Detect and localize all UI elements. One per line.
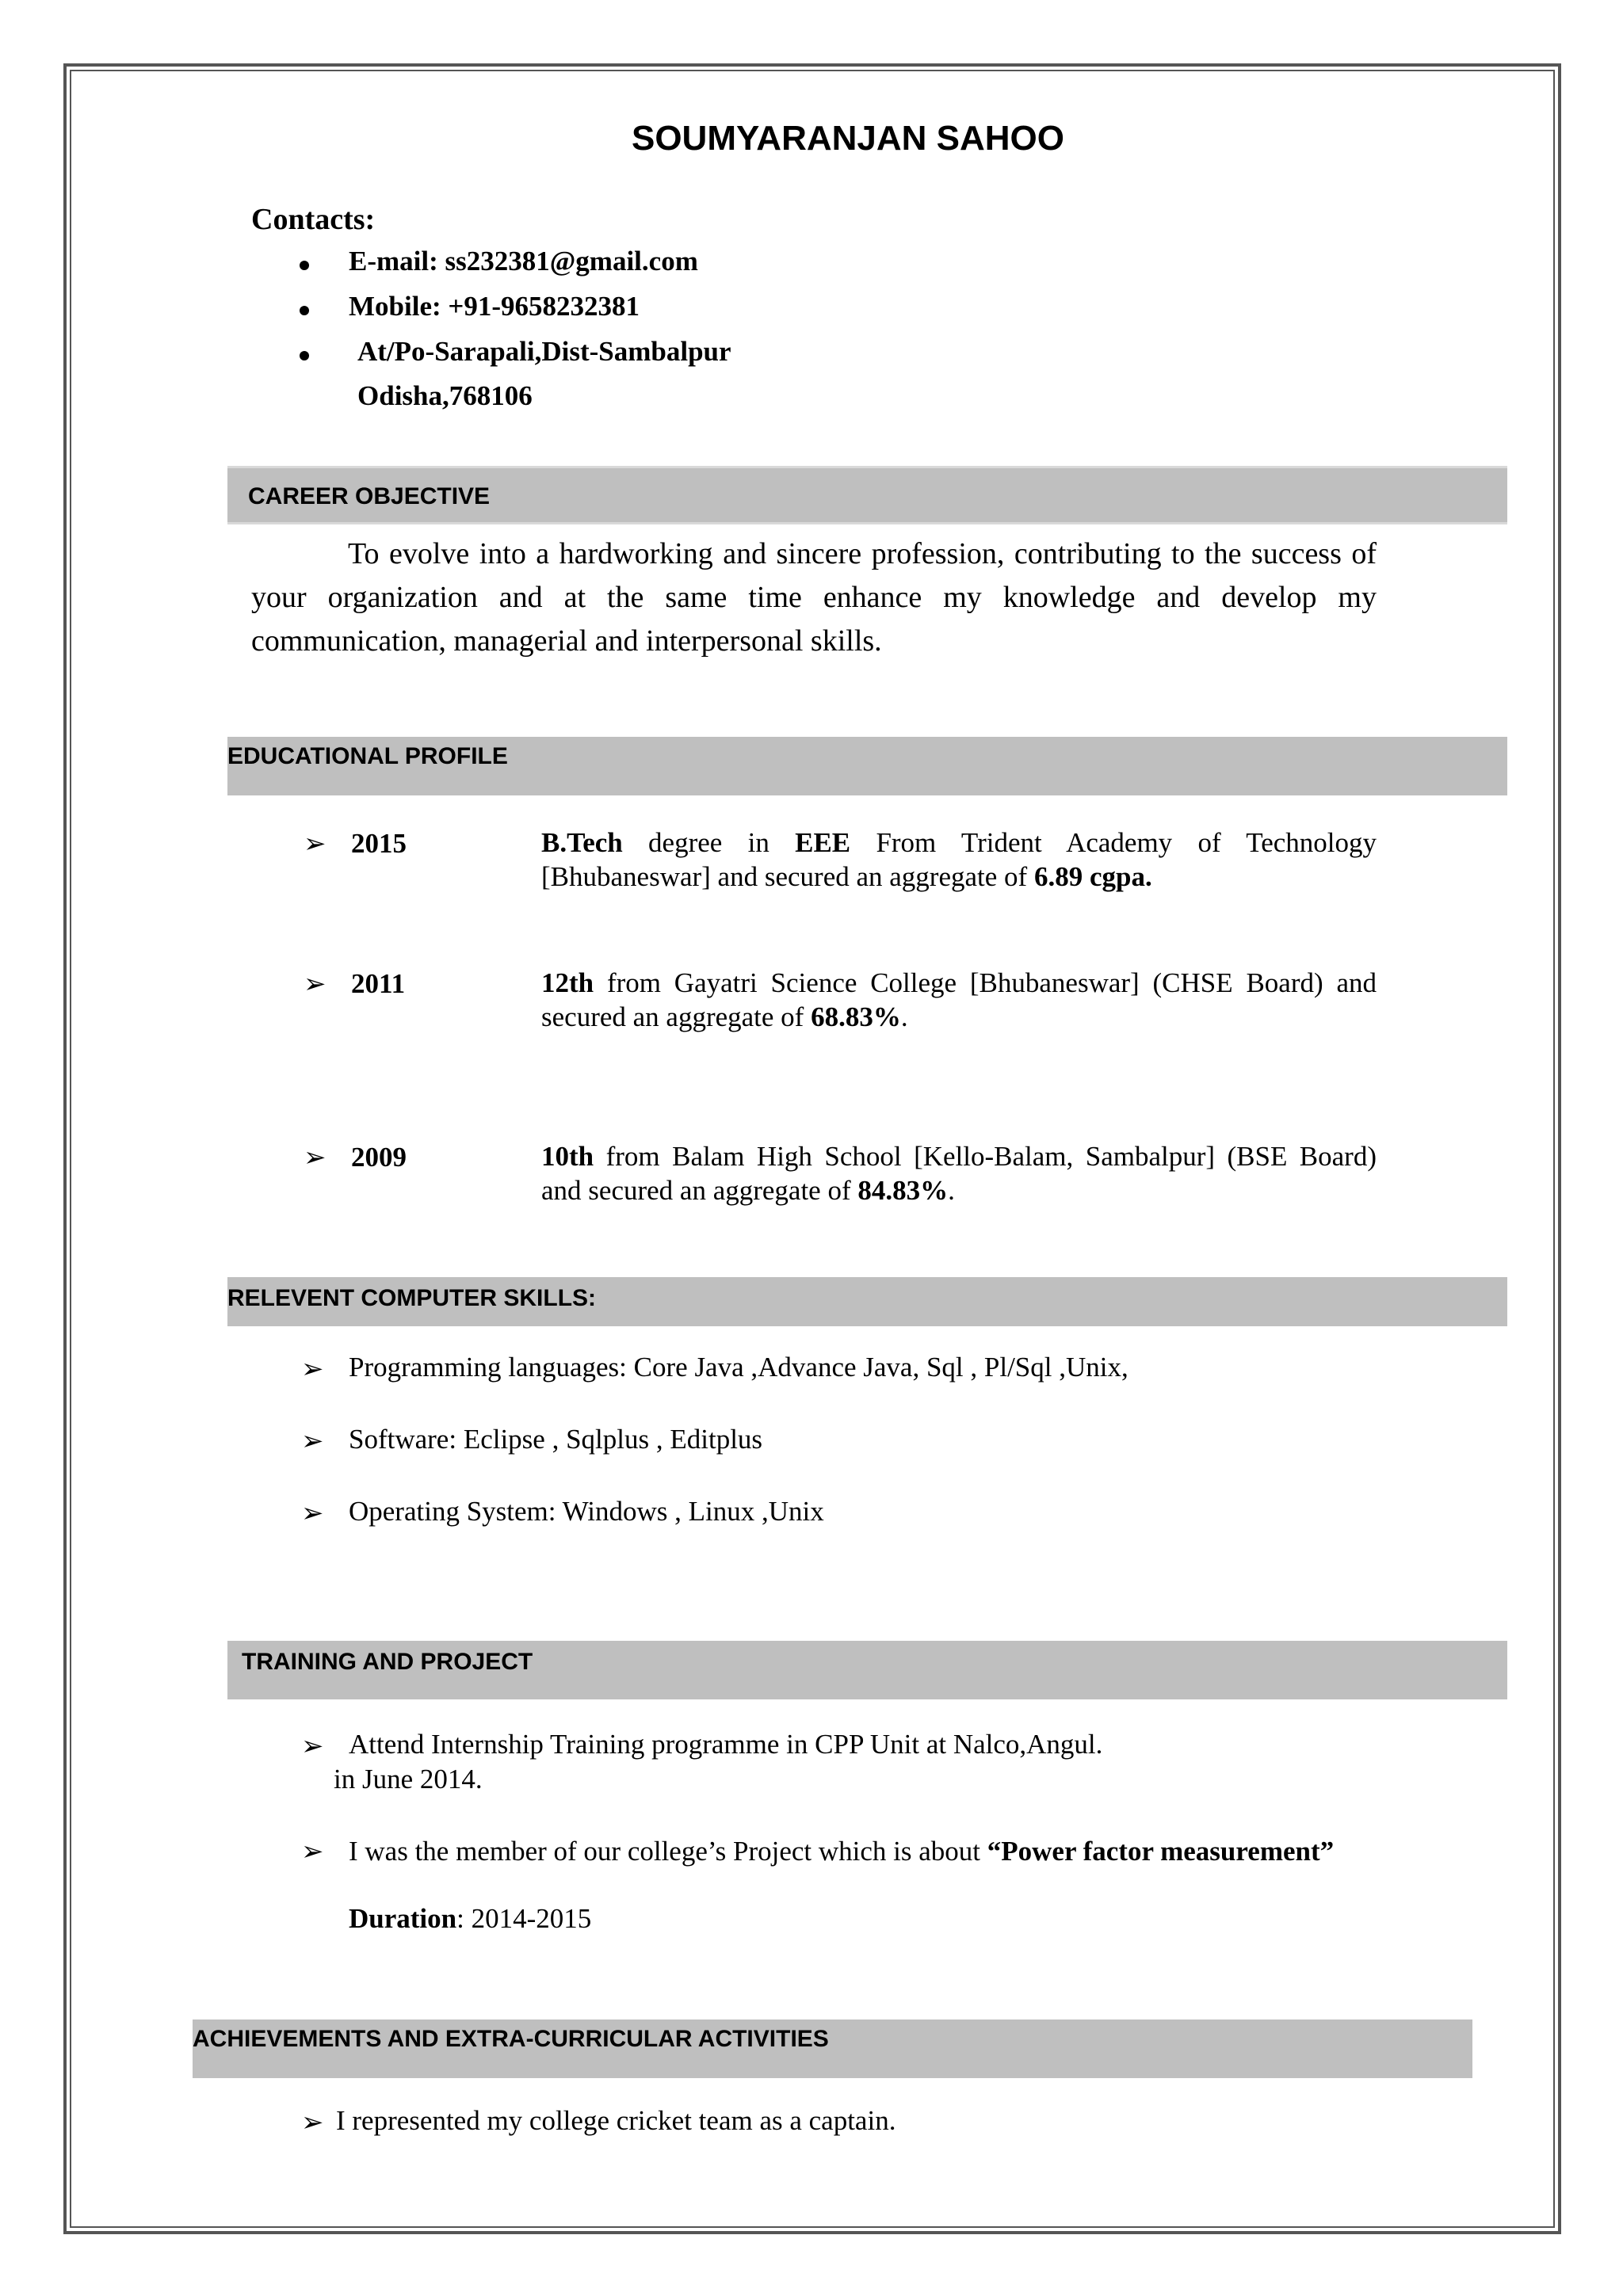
arrow-bullet-icon: ➢ [304, 828, 327, 860]
arrow-bullet-icon: ➢ [301, 1836, 324, 1867]
section-title-training: TRAINING AND PROJECT [242, 1649, 533, 1675]
training-project-text: I was the member of our college’s Project which is about [349, 1836, 987, 1867]
skill-programming-languages: Programming languages: Core Java ,Advance Java, Sql , Pl/Sql ,Unix, [349, 1352, 1128, 1383]
education-year: 2011 [351, 968, 406, 999]
arrow-bullet-icon: ➢ [301, 1425, 324, 1457]
section-bar-computer-skills [227, 1277, 1507, 1326]
education-detail-2: From Trident Academy of Technology [Bhubaneswar] and secured an aggregate of [541, 827, 1377, 892]
education-year: 2009 [351, 1142, 407, 1173]
section-title-educational-profile: EDUCATIONAL PROFILE [227, 743, 508, 769]
skill-operating-system: Operating System: Windows , Linux ,Unix [349, 1496, 824, 1527]
arrow-bullet-icon: ➢ [301, 2107, 324, 2138]
objective-paragraph: To evolve into a hardworking and sincere profession, contributing to the success of your organization and at the same time enhance my knowledge and develop my communication, managerial and interpersonal skills. [251, 537, 1377, 658]
training-project-title: “Power factor measurement” [987, 1836, 1335, 1867]
education-detail: from Balam High School [Kello-Balam, Sambalpur] (BSE Board) and secured an aggregate of [541, 1141, 1377, 1206]
education-degree: 12th [541, 967, 594, 998]
section-bar-educational-profile [227, 737, 1507, 795]
training-duration [349, 1903, 591, 1935]
education-description [541, 966, 1377, 1034]
arrow-bullet-icon: ➢ [301, 1730, 324, 1762]
section-bar-training [227, 1641, 1507, 1699]
section-bar-achievements [193, 2019, 1472, 2078]
bullet-dot-icon [300, 306, 309, 315]
contact-address-line1: At/Po-Sarapali,Dist-Sambalpur [357, 336, 731, 367]
education-score: 68.83% [811, 1001, 901, 1032]
education-tail: . [900, 1001, 908, 1032]
education-detail: degree in [622, 827, 796, 858]
achievement-item: I represented my college cricket team as a captain. [336, 2105, 896, 2136]
training-internship-date: in June 2014. [334, 1764, 483, 1794]
section-bar-career-objective [227, 466, 1507, 524]
education-branch: EEE [795, 827, 851, 858]
section-title-computer-skills: RELEVENT COMPUTER SKILLS: [227, 1285, 597, 1311]
education-tail: . [948, 1175, 955, 1206]
training-project [349, 1834, 1377, 1868]
education-score: 6.89 cgpa. [1033, 861, 1152, 892]
arrow-bullet-icon: ➢ [304, 968, 327, 1000]
section-title-achievements: ACHIEVEMENTS AND EXTRA-CURRICULAR ACTIVITIES [193, 2026, 829, 2052]
resume-name: SOUMYARANJAN SAHOO [631, 119, 1064, 158]
education-detail: from Gayatri Science College [Bhubaneswar] (CHSE Board) and secured an aggregate of [541, 967, 1377, 1032]
contact-email: E-mail: ss232381@gmail.com [349, 246, 698, 277]
bullet-dot-icon [300, 261, 309, 270]
education-year: 2015 [351, 828, 407, 859]
arrow-bullet-icon: ➢ [301, 1353, 324, 1385]
contacts-heading: Contacts: [251, 203, 376, 236]
education-description [541, 826, 1377, 894]
education-degree: 10th [541, 1141, 594, 1172]
education-degree: B.Tech [541, 827, 623, 858]
section-title-career-objective: CAREER OBJECTIVE [248, 483, 491, 509]
contact-mobile: Mobile: +91-9658232381 [349, 291, 640, 322]
bullet-dot-icon [300, 351, 309, 360]
education-score: 84.83% [857, 1175, 949, 1206]
arrow-bullet-icon: ➢ [304, 1142, 327, 1173]
training-internship: Attend Internship Training programme in CPP Unit at Nalco,Angul. [349, 1729, 1103, 1760]
training-duration-label: Duration [349, 1903, 457, 1934]
arrow-bullet-icon: ➢ [301, 1497, 324, 1529]
education-description [541, 1139, 1377, 1207]
skill-software: Software: Eclipse , Sqlplus , Editplus [349, 1424, 763, 1455]
career-objective-text [251, 532, 1377, 663]
contact-address-line2: Odisha,768106 [357, 380, 533, 411]
training-duration-value: : 2014-2015 [456, 1903, 592, 1934]
